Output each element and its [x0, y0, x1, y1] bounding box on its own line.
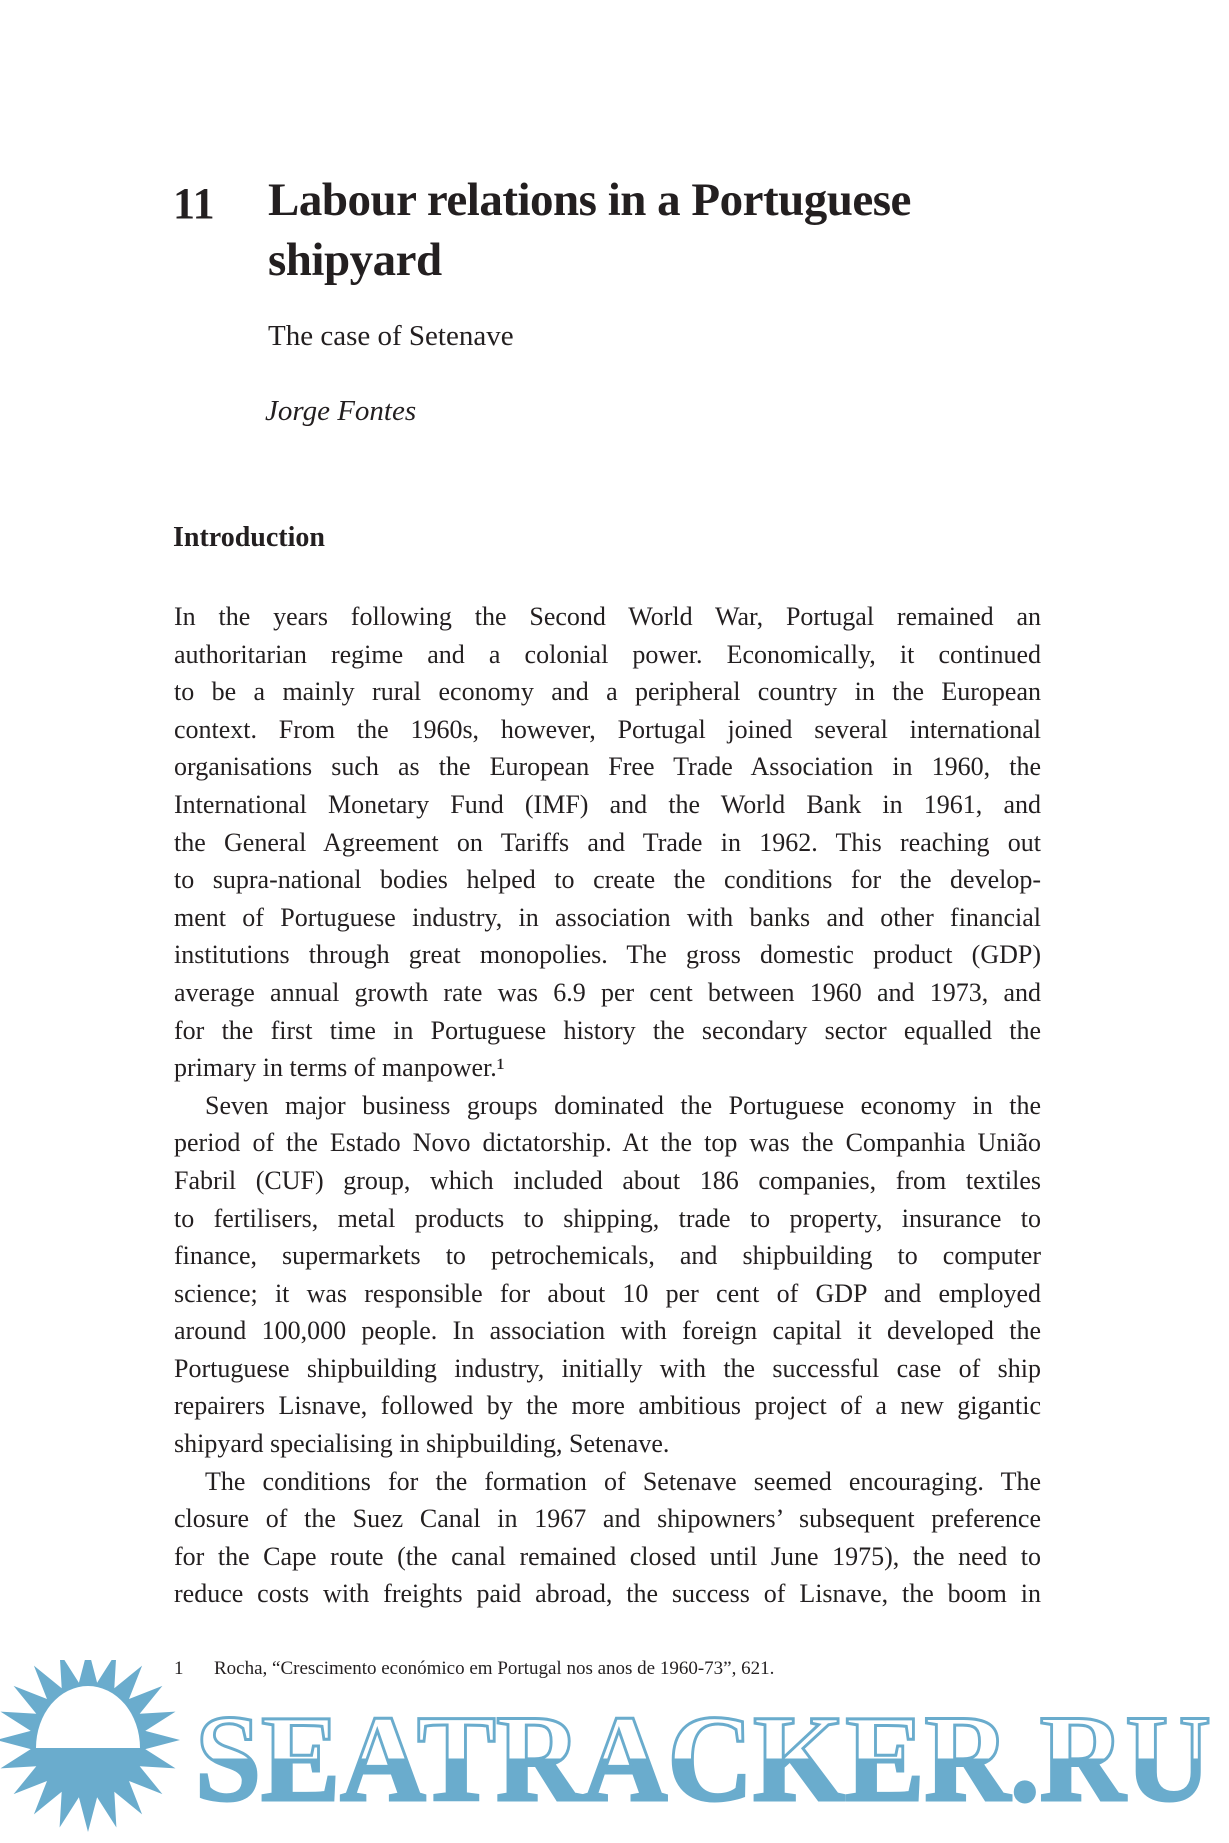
text-line: organisations such as the European Free Trade Association in 1960, the	[174, 752, 1041, 782]
text-line: institutions through great monopolies. The gross domestic product (GDP)	[174, 940, 1041, 970]
text-line: around 100,000 people. In association with foreign capital it developed the	[174, 1316, 1041, 1346]
text-line: finance, supermarkets to petrochemicals, and shipbuilding to computer	[174, 1241, 1041, 1271]
chapter-title-line: Labour relations in a Portuguese	[268, 174, 911, 226]
chapter-title-line: shipyard	[268, 234, 442, 286]
text-line: to supra-national bodies helped to create the conditions for the develop-	[174, 865, 1041, 895]
text-line: primary in terms of manpower.¹	[174, 1053, 505, 1083]
sun-icon	[0, 1660, 180, 1832]
section-heading: Introduction	[173, 522, 325, 553]
text-line: to fertilisers, metal products to shipping, trade to property, insurance to	[174, 1203, 1041, 1233]
body-text	[174, 598, 1041, 1613]
footnote-number: 1	[174, 1658, 184, 1679]
text-line: to be a mainly rural economy and a peripheral country in the European	[174, 677, 1041, 707]
text-line: ment of Portuguese industry, in association with banks and other financial	[174, 902, 1041, 932]
text-line: closure of the Suez Canal in 1967 and shipowners’ subsequent preference	[174, 1504, 1041, 1534]
footnote-text: Rocha, “Crescimento económico em Portugal nos anos de 1960-73”, 621.	[214, 1658, 775, 1679]
chapter-subtitle: The case of Setenave	[268, 320, 514, 352]
text-line: context. From the 1960s, however, Portugal joined several international	[174, 714, 1041, 744]
text-line: for the first time in Portuguese history the secondary sector equalled the	[174, 1015, 1041, 1045]
text-line: The conditions for the formation of Setenave seemed encouraging. The	[205, 1466, 1041, 1496]
text-line: Portuguese shipbuilding industry, initially with the successful case of ship	[174, 1353, 1041, 1383]
watermark-logo	[0, 1660, 1229, 1843]
text-line: shipyard specialising in shipbuilding, Setenave.	[174, 1429, 670, 1459]
text-line: average annual growth rate was 6.9 per cent between 1960 and 1973, and	[174, 977, 1041, 1007]
text-line: International Monetary Fund (IMF) and the World Bank in 1961, and	[174, 789, 1041, 819]
text-line: authoritarian regime and a colonial power. Economically, it continued	[174, 639, 1041, 669]
text-line: Fabril (CUF) group, which included about 186 companies, from textiles	[174, 1165, 1041, 1195]
text-line: Seven major business groups dominated the Portuguese economy in the	[205, 1090, 1041, 1120]
text-line: the General Agreement on Tariffs and Trade in 1962. This reaching out	[174, 827, 1041, 857]
text-line: period of the Estado Novo dictatorship. At the top was the Companhia União	[174, 1128, 1041, 1158]
text-line: for the Cape route (the canal remained closed until June 1975), the need to	[174, 1541, 1041, 1571]
chapter-author: Jorge Fontes	[265, 395, 417, 427]
chapter-title	[268, 170, 1168, 290]
text-line: repairers Lisnave, followed by the more ambitious project of a new gigantic	[174, 1391, 1041, 1421]
text-line: science; it was responsible for about 10 per cent of GDP and employed	[174, 1278, 1041, 1308]
chapter-number: 11	[173, 179, 215, 228]
watermark-text: SEATRACKER.RU	[195, 1690, 1211, 1827]
text-line: reduce costs with freights paid abroad, the success of Lisnave, the boom in	[174, 1579, 1041, 1609]
text-line: In the years following the Second World War, Portugal remained an	[174, 602, 1041, 631]
